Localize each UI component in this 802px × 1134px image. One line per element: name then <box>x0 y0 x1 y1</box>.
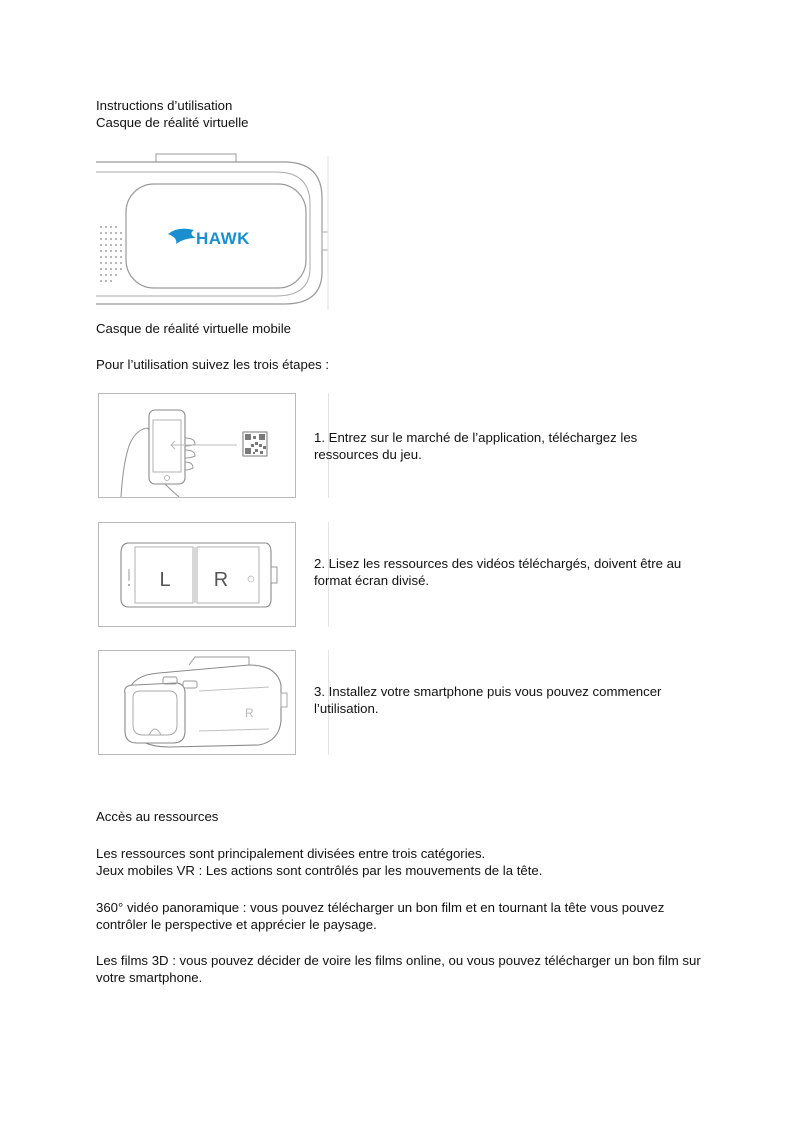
svg-text:R: R <box>245 706 254 720</box>
right-eye-label: R <box>213 569 229 591</box>
document-subtitle: Casque de réalité virtuelle <box>96 115 249 130</box>
resources-heading: Accès au ressources <box>96 809 219 824</box>
resources-line-1: Les ressources sont principalement divisées entre trois catégories. <box>96 846 486 861</box>
brand-logo-text: HAWK <box>196 229 250 248</box>
product-caption: Casque de réalité virtuelle mobile <box>96 321 291 336</box>
document-title: Instructions d’utilisation <box>96 98 233 113</box>
step-2-illustration <box>98 522 296 627</box>
intro-text: Pour l’utilisation suivez les trois étapes : <box>96 357 330 372</box>
left-eye-label: L <box>159 569 171 591</box>
step-2-text: 2. Lisez les ressources des vidéos téléchargés, doivent être au format écran divisé. <box>314 556 682 588</box>
vr-headset-front-illustration <box>96 152 330 314</box>
step-1-illustration <box>98 393 296 498</box>
step-3-illustration <box>98 650 296 755</box>
qr-code-icon <box>243 432 267 456</box>
step-3-text: 3. Installez votre smartphone puis vous pouvez commencer l’utilisation. <box>314 684 662 716</box>
films-3d-paragraph: Les films 3D : vous pouvez décider de voire les films online, ou vous pouvez télécharger un bon film sur votre smartphone. <box>96 953 701 985</box>
panoramic-paragraph: 360° vidéo panoramique : vous pouvez télécharger un bon film et en tournant la tête vous pouvez contrôler le perspective et apprécier le paysage. <box>96 900 665 932</box>
resources-line-2: Jeux mobiles VR : Les actions sont contrôlés par les mouvements de la tête. <box>96 863 543 878</box>
step-1-text: 1. Entrez sur le marché de l’application, téléchargez les ressources du jeu. <box>314 430 638 462</box>
